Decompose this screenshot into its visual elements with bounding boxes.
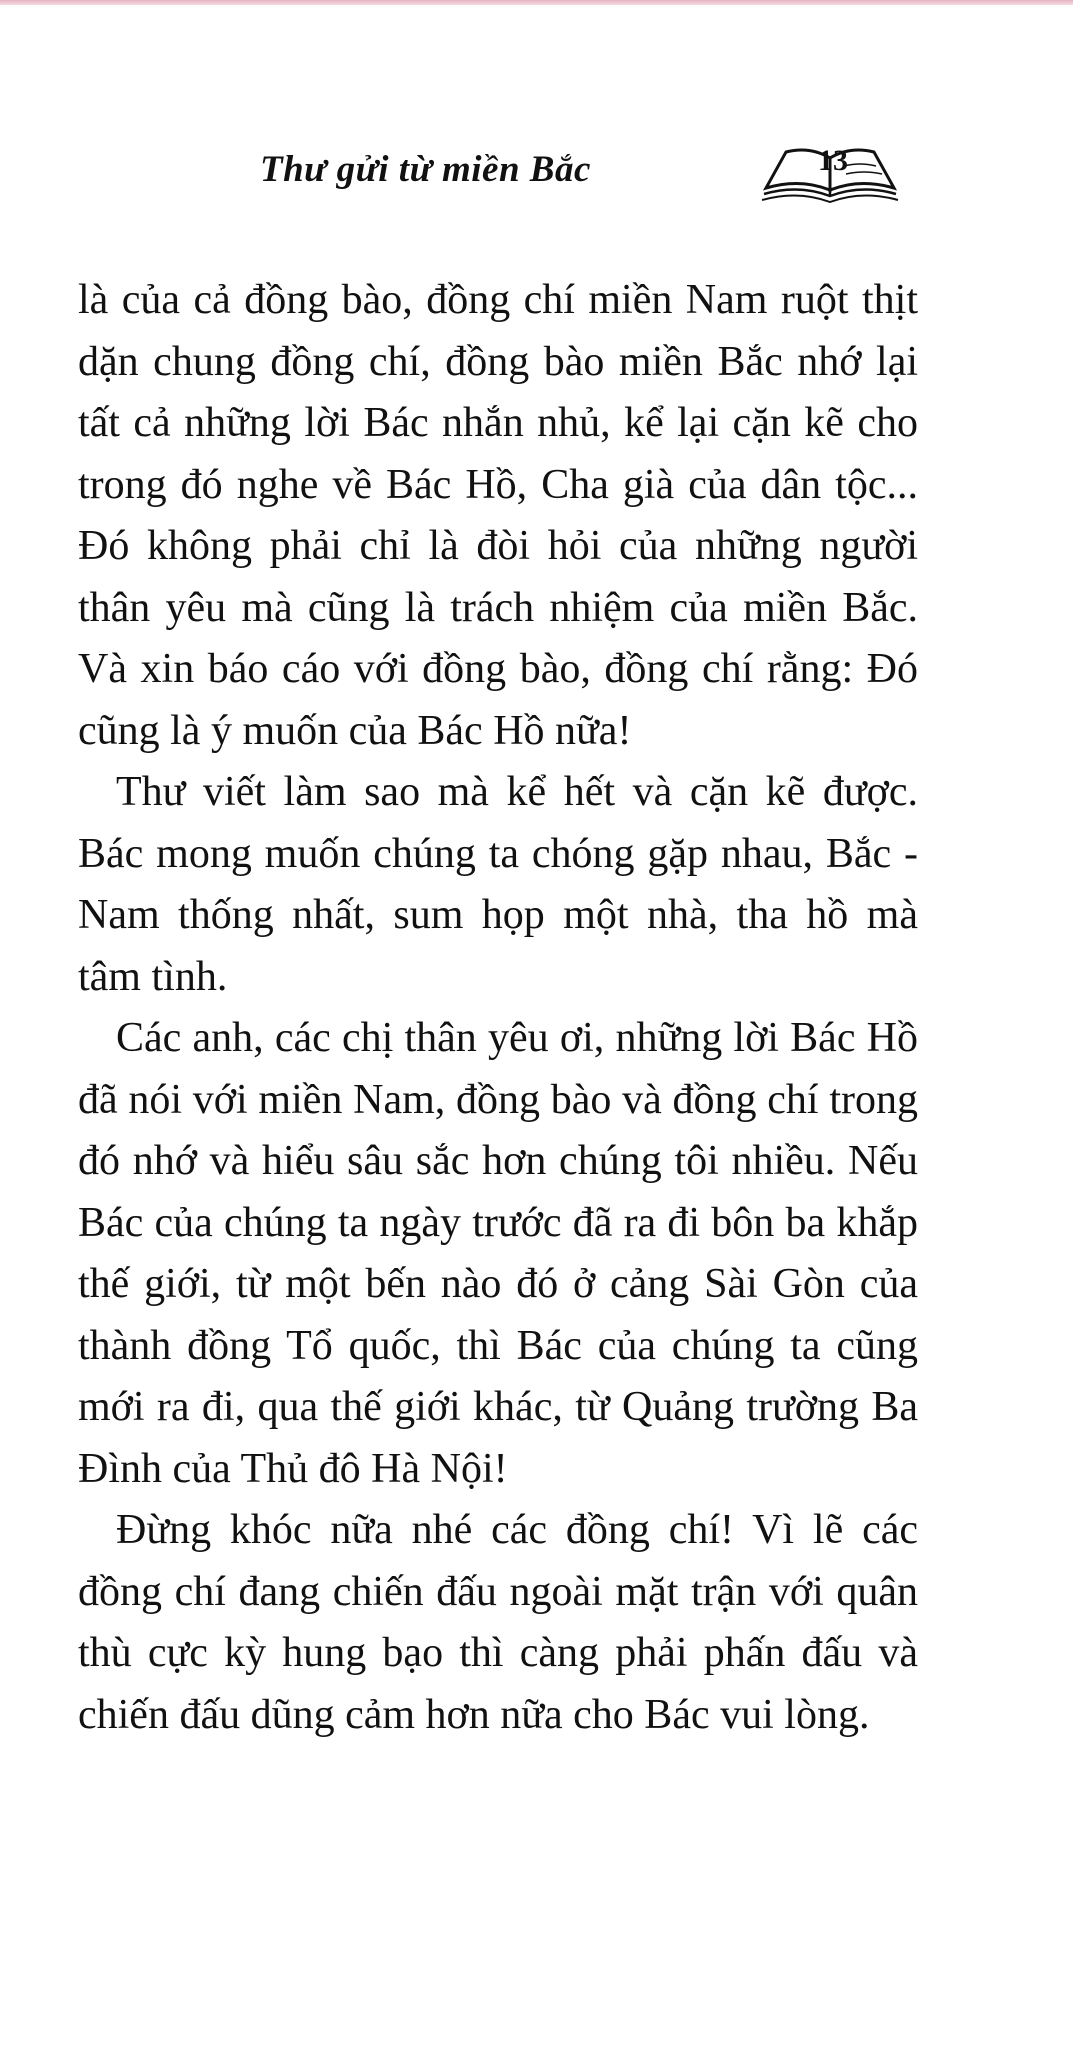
paragraph-1: là của cả đồng bào, đồng chí miền Nam ruột thịt dặn chung đồng chí, đồng bào miền Bắc nhớ lại tất cả những lời Bác nhắn nhủ, kể lại cặn kẽ cho trong đó nghe về Bác Hồ, Cha già của dân tộc... Đó không phải chỉ là đòi hỏi của những người thân yêu mà cũng là trách nhiệm của miền Bắc. Và xin báo cáo với đồng bào, đồng chí rằng: Đó cũng là ý muốn của Bác Hồ nữa! bbox=[78, 277, 918, 754]
page-number: 13 bbox=[818, 144, 848, 177]
body-text bbox=[78, 270, 918, 1746]
page-header bbox=[260, 140, 900, 210]
paragraph-4: Đừng khóc nữa nhé các đồng chí! Vì lẽ các đồng chí đang chiến đấu ngoài mặt trận với quân thù cực kỳ hung bạo thì càng phải phấn đấu và chiến đấu dũng cảm hơn nữa cho Bác vui lòng. bbox=[78, 1507, 918, 1738]
page-top-edge bbox=[0, 0, 1073, 5]
paragraph-3: Các anh, các chị thân yêu ơi, những lời Bác Hồ đã nói với miền Nam, đồng bào và đồng chí trong đó nhớ và hiểu sâu sắc hơn chúng tôi nhiều. Nếu Bác của chúng ta ngày trước đã ra đi bôn ba khắp thế giới, từ một bến nào đó ở cảng Sài Gòn của thành đồng Tổ quốc, thì Bác của chúng ta cũng mới ra đi, qua thế giới khác, từ Quảng trường Ba Đình của Thủ đô Hà Nội! bbox=[78, 1015, 918, 1492]
running-title: Thư gửi từ miền Bắc bbox=[260, 149, 591, 190]
paragraph-2: Thư viết làm sao mà kể hết và cặn kẽ được. Bác mong muốn chúng ta chóng gặp nhau, Bắc - Nam thống nhất, sum họp một nhà, tha hồ mà tâm tình. bbox=[78, 769, 918, 1000]
